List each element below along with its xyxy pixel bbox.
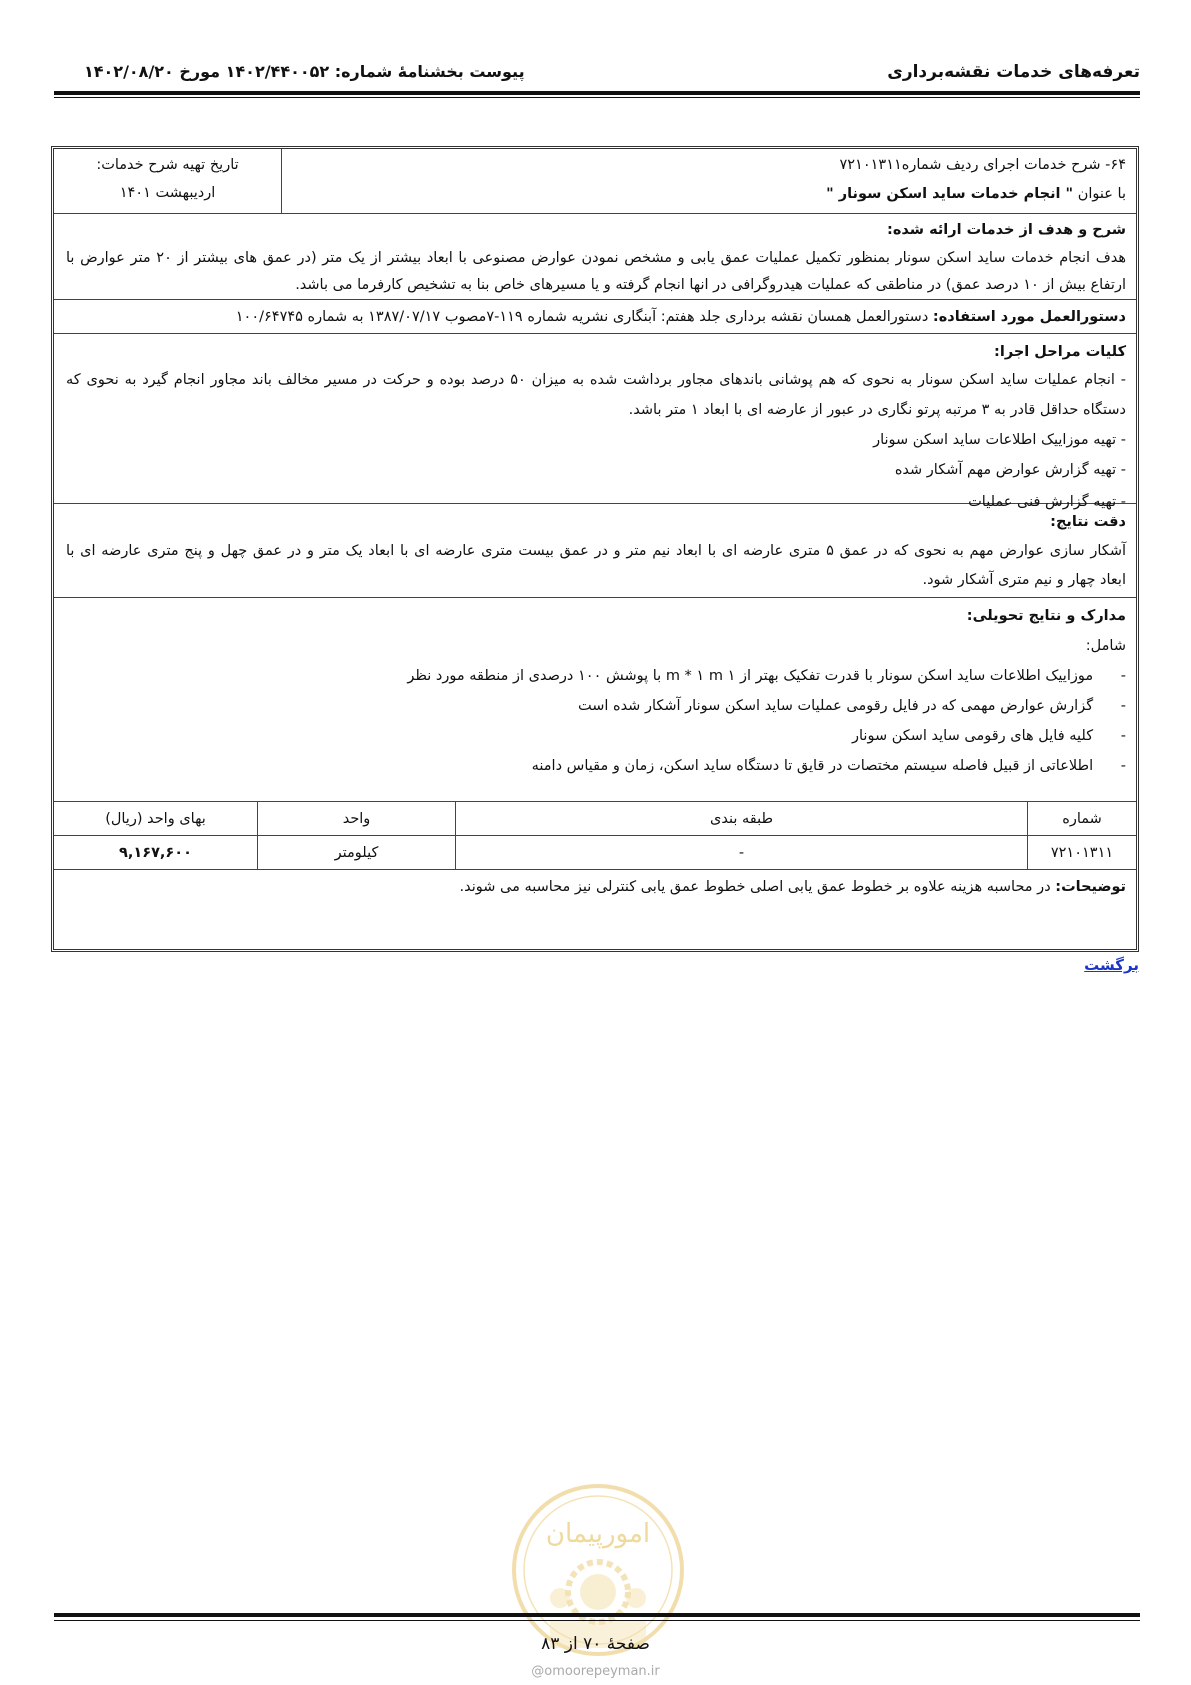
purpose-section	[54, 214, 1136, 300]
table-header-unit: واحد	[257, 802, 455, 835]
purpose-heading: شرح و هدف از خدمات ارائه شده:	[887, 222, 1126, 238]
attachment-reference: پیوست بخشنامۀ شماره: ۱۴۰۲/۴۴۰۰۵۲ مورخ ۱۴۰۲/۰۸/۲۰	[84, 62, 525, 81]
seal-watermark-icon	[508, 1480, 688, 1660]
footer-rule-thin	[54, 1620, 1140, 1621]
instruction-line	[66, 302, 1126, 332]
header-rule	[54, 91, 1140, 95]
table-header-unit-price: بهای واحد (ریال)	[105, 810, 206, 827]
price-table-header	[54, 802, 1136, 836]
steps-heading: کلیات مراحل اجرا:	[994, 344, 1126, 360]
table-cell-number: ۷۲۱۰۱۳۱۱	[1027, 836, 1136, 869]
execution-steps-section	[54, 334, 1136, 510]
instruction-text: دستورالعمل همسان نقشه برداری جلد هفتم: آبنگاری نشریه شماره ۱۱۹-۷مصوب ۱۳۸۷/۰۷/۱۷ به شماره ۱۰۰/۶۴۷۴۵	[235, 309, 929, 325]
deliverables-includes: شامل:	[1085, 638, 1126, 654]
steps-line-5: - تهیه گزارش فنی عملیات	[968, 494, 1126, 510]
deliverable-item: - گزارش عوارض مهمی که در فایل رقومی عملیات ساید اسکن سونار آشکار شده است	[577, 698, 1126, 714]
accuracy-heading: دقت نتایج:	[1050, 514, 1126, 530]
accuracy-line-2: ابعاد چهار و نیم متری آشکار شود.	[922, 572, 1126, 588]
deliverable-item: - موزاییک اطلاعات ساید اسکن سونار با قدرت تفکیک بهتر از ۱ m * ۱ m با پوشش ۱۰۰ درصدی از منطقه مورد نظر	[407, 668, 1126, 684]
notes-section	[54, 870, 1136, 949]
site-watermark: @omoorepeyman.ir	[531, 1664, 660, 1679]
service-number-line: ۶۴- شرح خدمات اجرای ردیف شماره۷۲۱۰۱۳۱۱	[839, 157, 1126, 173]
notes-text: در محاسبه هزینه علاوه بر خطوط عمق یابی اصلی خطوط عمق یابی کنترلی نیز محاسبه می شوند.	[459, 879, 1051, 895]
table-cell-classification: -	[455, 836, 1027, 869]
deliverables-section	[54, 598, 1136, 802]
deliverable-item: - اطلاعاتی از قبیل فاصله سیستم مختصات در قایق تا دستگاه ساید اسکن، زمان و مقیاس دامنه	[531, 758, 1126, 774]
footer-rule	[54, 1613, 1140, 1617]
instruction-section	[54, 300, 1136, 334]
title-prefix: با عنوان	[1077, 186, 1126, 202]
service-description-frame	[51, 146, 1139, 952]
accuracy-line-1: آشکار سازی عوارض مهم به نحوی که در عمق ۵ متری عارضه ای با ابعاد نیم متر و در عمق بیست متری عارضه ای با ابعاد یک متر و در عمق چهل و پنج متری عارضه ای با	[66, 543, 1126, 559]
table-header-number: شماره	[1027, 802, 1136, 835]
service-title-cell	[281, 149, 1136, 213]
notes-label: توضیحات:	[1055, 879, 1126, 895]
accuracy-section	[54, 504, 1136, 598]
service-title-row	[54, 149, 1136, 214]
steps-line-3: - تهیه موزاییک اطلاعات ساید اسکن سونار	[873, 432, 1126, 448]
service-title-line	[294, 180, 1126, 208]
steps-line-2: دستگاه حداقل قادر به ۳ مرتبه پرتو نگاری در عبور از عارضه ای با ابعاد ۱ متر باشد.	[628, 402, 1126, 418]
purpose-text-line-1: هدف انجام خدمات ساید اسکن سونار بمنظور تکمیل عملیات عمق یابی و مشخص نمودن عوارض مصنوعی با ابعاد بیشتر از یک متر (در عمق های بیشتر از ۲۰ متر عوارض با	[66, 250, 1126, 266]
table-cell-unit: کیلومتر	[257, 836, 455, 869]
page-number: صفحۀ ۷۰ از ۸۳	[541, 1634, 650, 1654]
table-header-classification: طبقه بندی	[455, 802, 1027, 835]
instruction-label: دستورالعمل مورد استفاده:	[932, 309, 1126, 325]
page-header	[54, 56, 1140, 96]
date-cell	[54, 149, 281, 213]
deliverables-heading: مدارک و نتایج تحویلی:	[966, 608, 1126, 624]
back-link[interactable]: برگشت	[1084, 956, 1139, 974]
service-title: " انجام خدمات ساید اسکن سونار "	[826, 186, 1074, 202]
header-rule-thin	[54, 97, 1140, 98]
steps-line-1: - انجام عملیات ساید اسکن سونار به نحوی که هم پوشانی باندهای مجاور برداشت شده به میزان ۵۰ درصد بوده و حرکت در مسیر مخالف باند مجاور انجام گیرد به نحوی که	[66, 372, 1126, 388]
seal-text: امورپیمان	[545, 1519, 651, 1549]
steps-line-4: - تهیه گزارش عوارض مهم آشکار شده	[894, 462, 1126, 478]
date-value: اردیبهشت ۱۴۰۱	[119, 185, 216, 201]
table-row	[54, 836, 1136, 870]
table-cell-unit-price: ۹,۱۶۷,۶۰۰	[119, 844, 192, 861]
date-label: تاریخ تهیه شرح خدمات:	[96, 157, 239, 173]
notes-line	[66, 872, 1126, 902]
deliverable-item: - کلیه فایل های رقومی ساید اسکن سونار	[852, 728, 1126, 744]
purpose-text-line-2: ارتفاع بیش از ۱۰ درصد عمق) در مناطقی که عملیات هیدروگرافی در انها انجام گرفته و یا مسیرهای خاص بنا به تشخیص کارفرما می باشد.	[295, 277, 1126, 293]
document-title: تعرفه‌های خدمات نقشه‌برداری	[887, 62, 1140, 82]
